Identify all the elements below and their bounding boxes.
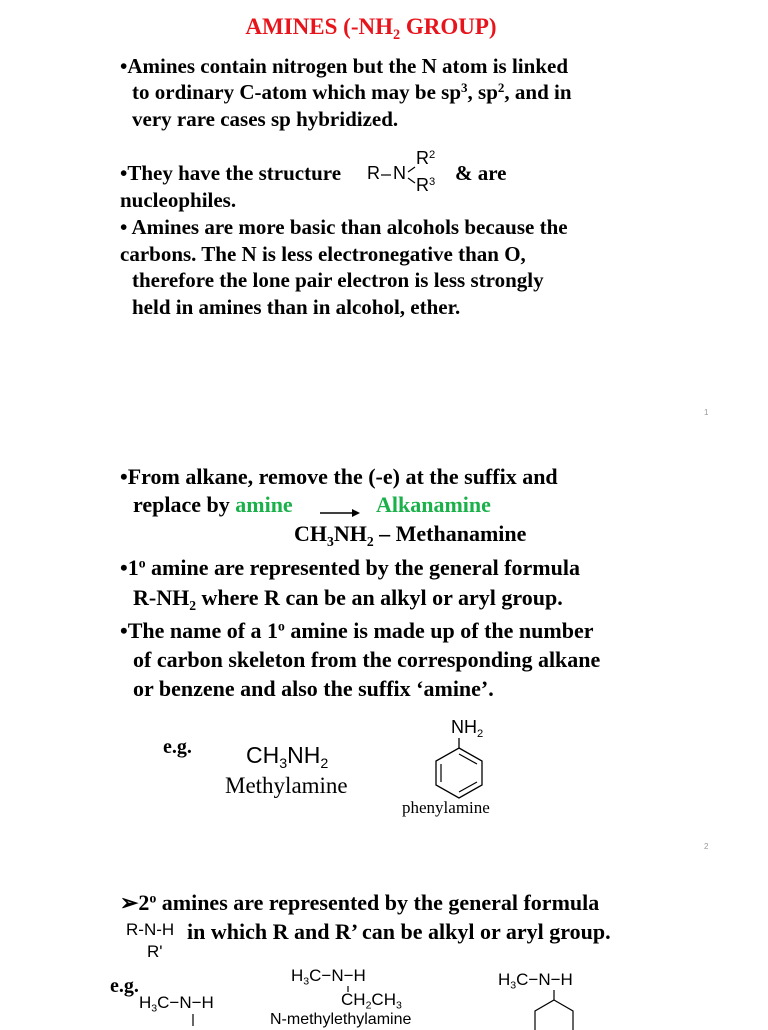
benzene-ring-icon (531, 990, 581, 1030)
bullet-line: carbons. The N is less electronegative than O, (120, 242, 526, 266)
amine-word: amine (235, 492, 293, 517)
bullet-line: •Amines contain nitrogen but the N atom is linked (120, 54, 569, 78)
secondary-amine-formula: R-N-H (126, 920, 175, 939)
bullet-line: held in amines than in alcohol, ether. (132, 295, 461, 319)
bullet-line: of carbon skeleton from the corresponding alkane (133, 647, 601, 672)
bullet-line: •1$^o$ amine are represented by the general formula (120, 555, 580, 580)
phenylamine-nh2: $NH_2$ (451, 717, 484, 740)
alkanamine-word: Alkanamine (376, 492, 491, 517)
bullet-line: ➢2$^o$ amines are represented by the general formula (120, 890, 600, 915)
bullet-line: replace by amine (133, 492, 293, 517)
page-title: AMINES ($-NH_2$ GROUP) (245, 14, 497, 43)
secondary-amine-r-prime: R' (147, 942, 163, 961)
structure-r2: $R^2$ (416, 148, 436, 168)
bullet-line: or benzene and also the suffix ‘amine’. (133, 676, 494, 701)
phenylamine-name: phenylamine (402, 798, 490, 817)
example-1-formula: $H_3C-N-H$ (139, 993, 214, 1015)
structure-n: N (393, 163, 406, 183)
example-3-formula: $H_3C-N-H$ (498, 970, 573, 992)
bullet-line: •From alkane, remove the (-e) at the suffix and (120, 464, 558, 489)
bullet-line: • Amines are more basic than alcohols because the (120, 215, 568, 239)
bullet-line: nucleophiles. (120, 188, 237, 212)
structure-r3: $R^3$ (416, 175, 436, 195)
structure-r: R (367, 163, 380, 183)
benzene-ring-icon (424, 736, 494, 800)
bullet-line: therefore the lone pair electron is less strongly (132, 268, 544, 292)
page-number: 2 (704, 842, 709, 851)
bullet-line: •They have the structure (120, 161, 342, 185)
example-2-formula: $H_3C-N-H$ (291, 966, 366, 988)
example-2-ethyl: $CH_2CH_3$ (341, 990, 402, 1012)
methylamine-formula: $CH_3NH_2$ (246, 742, 329, 772)
arrow-icon (318, 506, 362, 520)
bullet-line: $R-NH_2$ where R can be an alkyl or aryl group. (133, 585, 563, 613)
methanamine-formula: $CH_3NH_2$ – Methanamine (294, 521, 527, 549)
eg-label: e.g. (163, 736, 192, 758)
methylamine-name: Methylamine (225, 773, 348, 798)
page-number: 1 (704, 408, 709, 417)
bullet-line: & are (455, 161, 507, 185)
bullet-line: very rare cases sp hybridized. (132, 107, 399, 131)
example-2-name: N-methylethylamine (270, 1011, 412, 1028)
eg-label: e.g. (110, 975, 139, 997)
bullet-line: to ordinary C-atom which may be $sp^3$, $sp^2$, and in (132, 80, 572, 105)
bullet-line: in which R and R’ can be alkyl or aryl group. (187, 919, 611, 944)
bullet-line: •The name of a 1$^o$ amine is made up of the number (120, 618, 594, 643)
